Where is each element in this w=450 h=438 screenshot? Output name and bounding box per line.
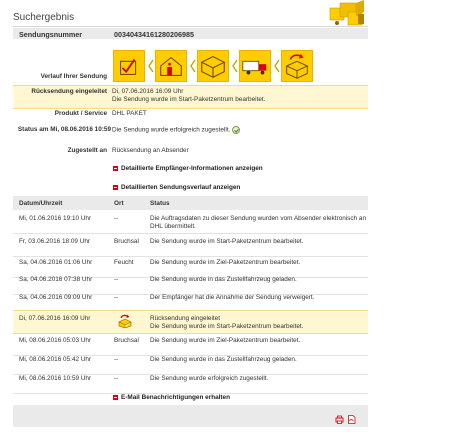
email-notifications-toggle-label: E-Mail Benachrichtigungen erhalten [121, 394, 231, 401]
pdf-icon[interactable] [347, 415, 356, 424]
return-parcel-icon [118, 314, 132, 328]
delivered-to-label: Zugestellt an [67, 147, 107, 154]
hub-icon [197, 50, 229, 82]
chevron-icon [274, 59, 280, 73]
row-date: Di, 07.06.2016 16:09 Uhr [19, 315, 91, 322]
row-status: Die Auftragsdaten zu dieser Sendung wurden vom Absender elektronisch an DHL übermittelt. [150, 215, 366, 230]
status-at-value: Die Sendung wurde erfolgreich zugestellt. [112, 126, 231, 134]
progress-steps [113, 50, 305, 83]
row-date: Mi, 08.06.2016 05:42 Uhr [19, 356, 92, 363]
chevron-icon [232, 59, 238, 73]
progress-label: Verlauf Ihrer Sendung [40, 73, 107, 80]
row-status: Die Sendung wurde im Start-Paketzentrum bearbeitet. [150, 238, 304, 245]
history-details-toggle[interactable] [113, 184, 240, 191]
row-place: -- [114, 276, 119, 283]
shipment-number-value: 00340434161280206985 [114, 30, 194, 39]
row-status-group [150, 315, 372, 331]
table-row [13, 211, 368, 234]
order-icon [113, 50, 145, 82]
row-status: Die Sendung wurde im Ziel-Paketzentrum bearbeitet. [150, 337, 301, 344]
status-at-value-row [112, 126, 240, 134]
expand-icon [113, 395, 118, 400]
row-place: Bruchsal [114, 238, 139, 245]
email-notifications-toggle[interactable] [113, 394, 230, 401]
row-date: Fr, 03.06.2016 18:09 Uhr [19, 238, 91, 245]
product-label: Produkt / Service [54, 110, 107, 117]
row-status-title: Rücksendung eingeleitet [150, 315, 220, 322]
warehouse-icon [155, 50, 187, 82]
row-date: Mi, 08.06.2016 10:59 Uhr [19, 375, 92, 382]
row-place: -- [114, 294, 119, 301]
row-date: Mi, 08.06.2016 05:03 Uhr [19, 337, 92, 344]
current-status-date: Di, 07.06.2016 16:09 Uhr [112, 88, 184, 95]
expand-icon [113, 166, 118, 171]
check-icon [232, 126, 240, 134]
footer-bar [13, 405, 368, 427]
history-table-header [13, 196, 368, 210]
dhl-parcel-logo-icon [328, 0, 368, 27]
delivered-to-value: Rücksendung an Absender [112, 147, 189, 154]
status-at-label: Status am Mi, 08.06.2016 10:59 [17, 126, 111, 133]
collapse-icon [113, 185, 118, 190]
row-status: Der Empfänger hat die Annahme der Sendung verweigert. [150, 294, 315, 301]
row-date: Sa, 04.06.2016 01:06 Uhr [19, 259, 93, 266]
row-status: Die Sendung wurde in das Zustellfahrzeug geladen. [150, 276, 297, 283]
current-status-text: Die Sendung wurde im Start-Paketzentrum bearbeitet. [112, 96, 266, 103]
chevron-icon [190, 59, 196, 73]
print-icon[interactable] [335, 415, 344, 424]
history-details-toggle-label: Detaillierten Sendungsverlauf anzeigen [121, 184, 241, 191]
table-row [13, 234, 368, 257]
col-date-header: Datum/Uhrzeit [19, 200, 63, 207]
row-status: Die Sendung wurde erfolgreich zugestellt. [150, 375, 269, 382]
row-date: Mi, 01.06.2016 19:10 Uhr [19, 215, 92, 222]
row-date: Sa, 04.06.2016 07:38 Uhr [19, 276, 93, 283]
table-row-highlighted [13, 310, 368, 334]
shipment-number-bar [13, 28, 368, 39]
title-divider [13, 26, 368, 27]
truck-icon [239, 50, 271, 82]
row-place: -- [114, 215, 119, 222]
row-status: Die Sendung wurde im Ziel-Paketzentrum bearbeitet. [150, 259, 301, 266]
row-place: -- [114, 356, 119, 363]
row-status: Die Sendung wurde in das Zustellfahrzeug geladen. [150, 356, 297, 363]
recipient-details-toggle[interactable] [113, 165, 263, 172]
row-place: -- [114, 375, 119, 382]
page-title: Suchergebnis [13, 12, 75, 23]
row-date: Sa, 04.06.2016 09:09 Uhr [19, 294, 93, 301]
product-value: DHL PAKET [112, 110, 147, 117]
row-status: Die Sendung wurde im Start-Paketzentrum bearbeitet. [150, 323, 304, 330]
recipient-details-toggle-label: Detaillierte Empfänger-Informationen anzeigen [121, 165, 263, 172]
return-icon [281, 50, 313, 82]
current-status-label: Rücksendung eingeleitet [31, 88, 107, 95]
col-place-header: Ort [114, 200, 124, 207]
table-row [13, 371, 368, 394]
row-place: Feucht [114, 259, 134, 266]
shipment-number-label: Sendungsnummer [19, 30, 83, 39]
row-place: Bruchsal [114, 337, 139, 344]
chevron-icon [148, 59, 154, 73]
col-status-header: Status [150, 200, 170, 207]
